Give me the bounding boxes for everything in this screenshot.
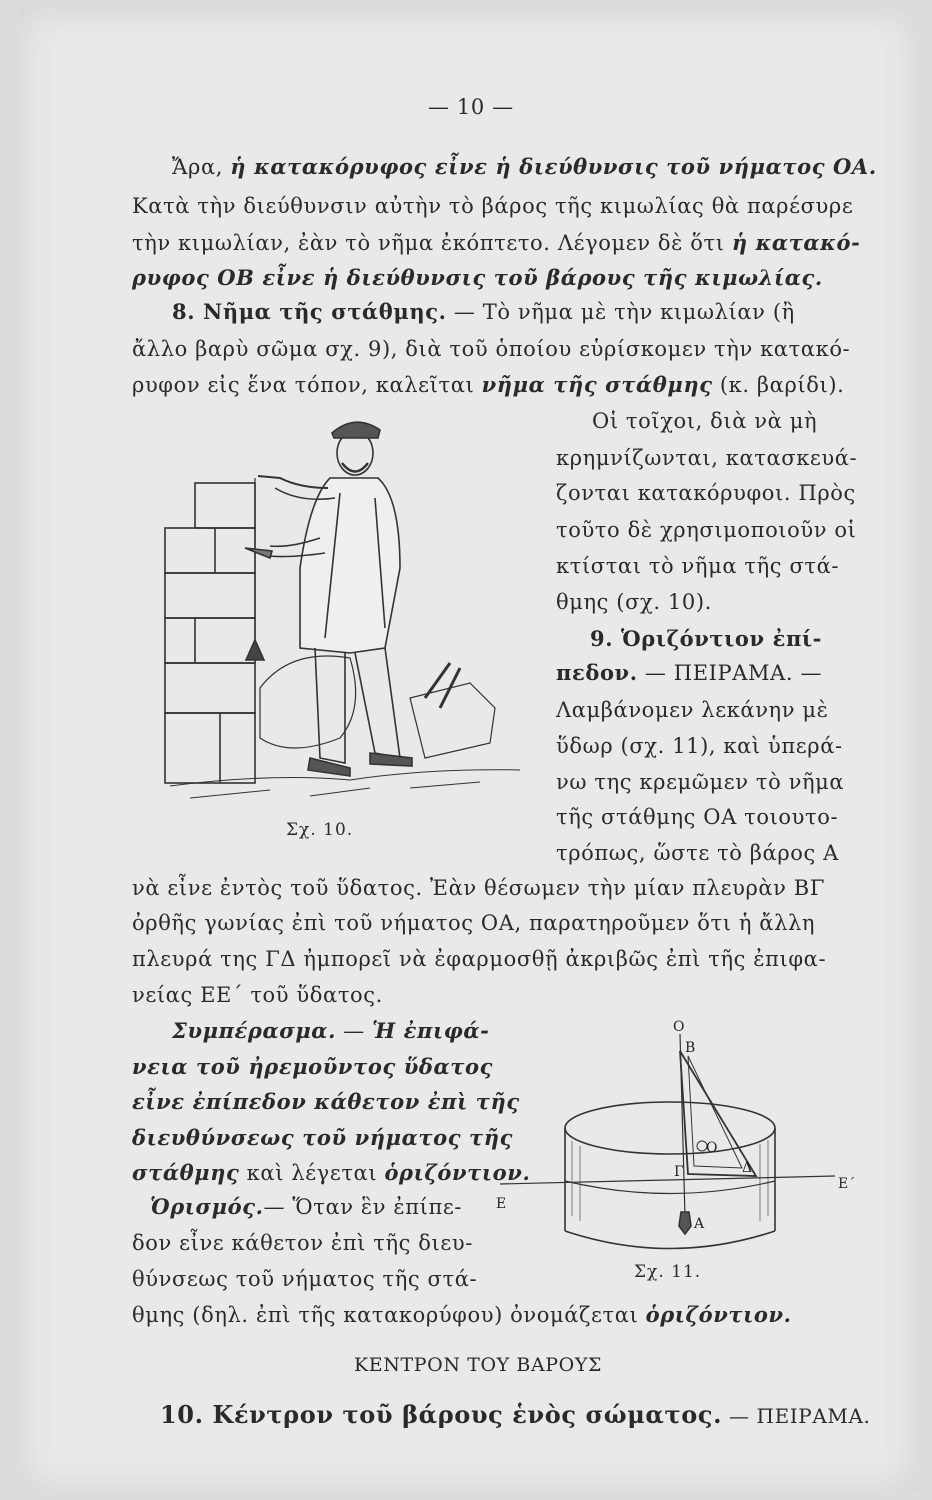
conclusion-line5 [132,1160,530,1186]
section9-line2 [556,660,822,686]
section8-line2: ἄλλο βαρὺ σῶμα σχ. 9), διὰ τοῦ ὁποίου εὑρίσκομεν τὴν κατακό- [132,337,851,361]
section9-right-line5: τρόπως, ὥστε τὸ βάρος Α [556,841,839,865]
plumb-weight [679,1212,691,1234]
italic-text: ἡ κατακό- [731,230,861,255]
center-of-gravity-heading: ΚΕΝΤΡΟΝ ΤΟΥ ΒΑΡΟΥΣ [354,1354,603,1376]
text: — ΠΕΙΡΑΜΑ. — [637,661,823,685]
cap [332,422,380,438]
section9-full-line1: νὰ εἶνε ἐντὸς τοῦ ὕδατος. Ἐὰν θέσωμεν τὴν μίαν πλευρὰν ΒΓ [132,876,826,900]
text: τὴν κιμωλίαν, ἐὰν τὸ νῆμα ἐκόπτετο. Λέγομεν δὲ ὅτι [132,231,732,255]
para1-line3 [132,230,860,256]
italic-text: Ἡ ἐπιφά- [372,1018,490,1043]
section9-right-line4: τῆς στάθμης ΟΑ τοιουτο- [556,805,839,829]
wall-brick [165,618,255,663]
text: θμης (δηλ. ἐπὶ τῆς κατακορύφου) ὀνομάζεται [132,1303,646,1327]
label-D: Δ [742,1160,753,1176]
section8-heading: 8. Νῆμα τῆς στάθμης. [172,299,447,324]
text: (κ. βαρίδι). [712,373,845,397]
figure-11-caption: Σχ. 11. [634,1262,702,1282]
wall-brick [165,713,255,783]
label-O: O [706,1140,718,1156]
conclusion-line3: εἶνε ἐπίπεδον κάθετον ἐπὶ τῆς [132,1089,520,1114]
conclusion-line4: διευθύνσεως τοῦ νήματος τῆς [132,1125,514,1150]
definition-line4 [132,1302,792,1328]
wall-brick [195,483,255,528]
definition-label: Ὁρισμός. [150,1194,264,1219]
figure-11-basin-diagram [480,1016,880,1296]
wall-brick [165,573,255,618]
section9-right-line1: Λαμβάνομεν λεκάνην μὲ [556,698,829,722]
wall-brick [165,663,255,713]
section10-heading: 10. Κέντρον τοῦ βάρους ἑνὸς σώματος. [160,1400,723,1429]
section9-full-line3: πλευρά της ΓΔ ἠμπορεῖ νὰ ἐφαρμοσθῇ ἀκριβῶς ἐπὶ τῆς ἐπιφα- [132,947,827,971]
text: — ΠΕΙΡΑΜΑ. [722,1404,871,1428]
text: — Ὅταν ἓν ἐπίπε- [263,1195,463,1219]
text: — Τὸ νῆμα μὲ τὴν κιμωλίαν (ἢ [446,300,795,324]
wall-line5: κτίσται τὸ νῆμα τῆς στά- [556,554,840,578]
wall-line6: θμης (σχ. 10). [556,590,712,614]
section8-line1 [172,299,795,325]
para1-line4: ρυφος ΟΒ εἶνε ἡ διεύθυνσις τοῦ βάρους τῆς κιμωλίας. [132,265,823,290]
label-B: B [685,1040,696,1056]
text: — [335,1019,373,1043]
section9-right-line3: νω της κρεμῶμεν τὸ νῆμα [556,770,845,794]
text: ρυφον εἰς ἕνα τόπον, καλεῖται [132,373,482,397]
basin-bottom [565,1231,775,1249]
wall-line4: τοῦτο δὲ χρησιμοποιοῦν οἱ [556,518,857,542]
italic-text: στάθμης [132,1160,240,1185]
plumb-bob [246,640,264,660]
text: Ἄρα, [172,155,231,179]
section9-full-line4: νείας ΕΕ΄ τοῦ ὕδατος. [132,983,383,1007]
text: καὶ λέγεται [239,1161,385,1185]
section9-heading-line1: 9. Ὁριζόντιον ἐπί- [590,626,822,651]
horizontal-line-EE [500,1176,835,1184]
italic-text: ἡ κατακόρυφος εἶνε ἡ διεύθυνσις τοῦ νήματος ΟΑ. [230,154,877,179]
para1-line2: Κατὰ τὴν διεύθυνσιν αὐτὴν τὸ βάρος τῆς κιμωλίας θὰ παρέσυρε [132,194,854,218]
italic-text: ὁριζόντιον. [645,1302,792,1327]
label-E: E [496,1196,507,1212]
wall-line1: Οἱ τοῖχοι, διὰ νὰ μὴ [592,409,818,433]
wall-line3: ζονται κατακόρυφοι. Πρὸς [556,481,856,505]
label-E-prime: E΄ [838,1176,856,1192]
basin-rim [565,1102,775,1154]
wall-brick [165,528,255,573]
section9-full-line2: ὀρθῆς γωνίας ἐπὶ τοῦ νήματος ΟΑ, παρατηροῦμεν ὅτι ἡ ἄλλη [132,911,816,935]
definition-line2: δον εἶνε κάθετον ἐπὶ τῆς διευ- [132,1231,473,1255]
conclusion-line2: νεια τοῦ ἠρεμοῦντος ὕδατος [132,1054,494,1079]
figure-10-caption: Σχ. 10. [286,820,354,840]
definition-line1 [150,1194,462,1220]
section10-line [160,1402,870,1429]
wall-line2: κρημνίζωνται, κατασκευά- [556,446,858,470]
italic-text: νῆμα τῆς στάθμης [481,372,713,397]
label-G: Γ [674,1164,684,1180]
section9-heading: πεδον. [556,660,638,685]
label-A: A [694,1216,705,1232]
conclusion-line1 [172,1018,489,1044]
para1-line1 [172,154,877,180]
definition-line3: θύνσεως τοῦ νήματος τῆς στά- [132,1267,478,1291]
figure-10-builder-illustration [150,408,550,808]
conclusion-label: Συμπέρασμα. [172,1018,336,1043]
page-number: — 10 — [428,95,514,119]
section9-right-line2: ὕδωρ (σχ. 11), καὶ ὑπερά- [556,734,843,758]
italic-text: ὁριζόντιον. [384,1160,531,1185]
label-O-top: O [673,1019,685,1035]
section8-line3 [132,372,844,398]
